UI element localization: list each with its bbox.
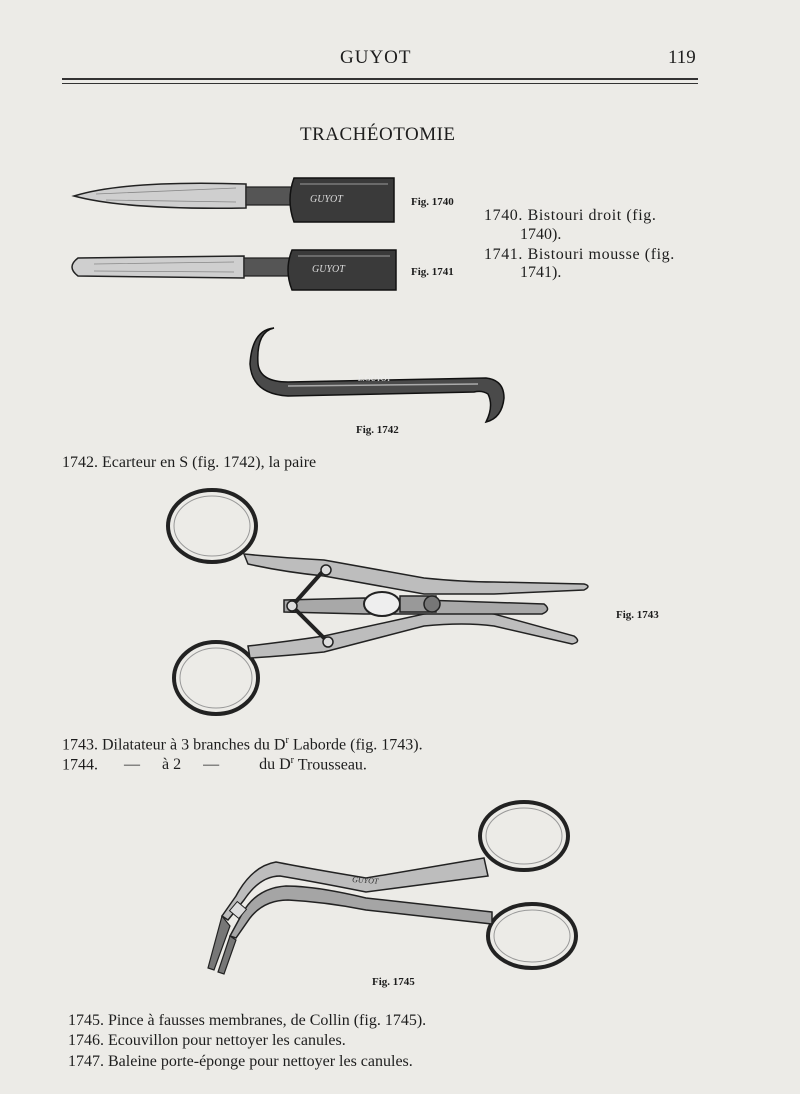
superscript: r (290, 755, 295, 766)
ditto-dash: — (203, 756, 220, 774)
catalog-entry: 1740). (520, 226, 562, 243)
entry-text: Trousseau. (294, 756, 367, 774)
header-rule (62, 78, 698, 80)
catalog-entry: 1745. Pince à fausses membranes, de Collin (fig. 1745). (68, 1012, 427, 1029)
entry-text: Dilatateur à 3 branches du D (102, 736, 286, 754)
section-title: TRACHÉOTOMIE (300, 124, 456, 145)
running-header: GUYOT (340, 47, 412, 68)
entry-text: Laborde (fig. 1743). (288, 736, 423, 754)
engraving-text: GUYOT (351, 875, 379, 886)
catalog-entry: 1741. Bistouri mousse (fig. (484, 246, 675, 263)
catalog-entry: 1742. Ecarteur en S (fig. 1742), la paire (62, 454, 317, 471)
catalog-entry: 1740. Bistouri droit (fig. (484, 207, 657, 224)
entry-number: 1743. (62, 736, 98, 754)
figure-caption: Fig. 1740 (411, 196, 454, 208)
catalog-entry: 1741). (520, 264, 562, 281)
figure-caption: Fig. 1742 (356, 424, 399, 436)
ditto-dash: — (124, 756, 140, 774)
figure-caption: Fig. 1743 (616, 609, 659, 621)
dilator-illustration (164, 486, 596, 720)
forceps-illustration (196, 796, 582, 978)
figure-caption: Fig. 1741 (411, 266, 454, 278)
scalpel-pointed-illustration (66, 172, 406, 230)
scalpel-blunt-illustration (64, 244, 404, 296)
engraving-text: E.GUYOT (358, 374, 392, 383)
superscript: r (285, 735, 289, 746)
catalog-entry (62, 750, 367, 775)
page-number: 119 (668, 47, 696, 68)
s-retractor-illustration (248, 324, 516, 424)
catalog-entry: 1747. Baleine porte-éponge pour nettoyer les canules. (68, 1053, 413, 1070)
engraving-text: GUYOT (310, 194, 343, 205)
entry-number: 1744. (62, 756, 98, 774)
figure-caption: Fig. 1745 (372, 976, 415, 988)
header-rule-thin (62, 83, 698, 84)
catalog-entry: 1746. Ecouvillon pour nettoyer les canules. (68, 1032, 346, 1049)
engraving-text: GUYOT (312, 264, 345, 275)
entry-text: à 2 (162, 756, 182, 774)
entry-text: du D (259, 756, 291, 774)
